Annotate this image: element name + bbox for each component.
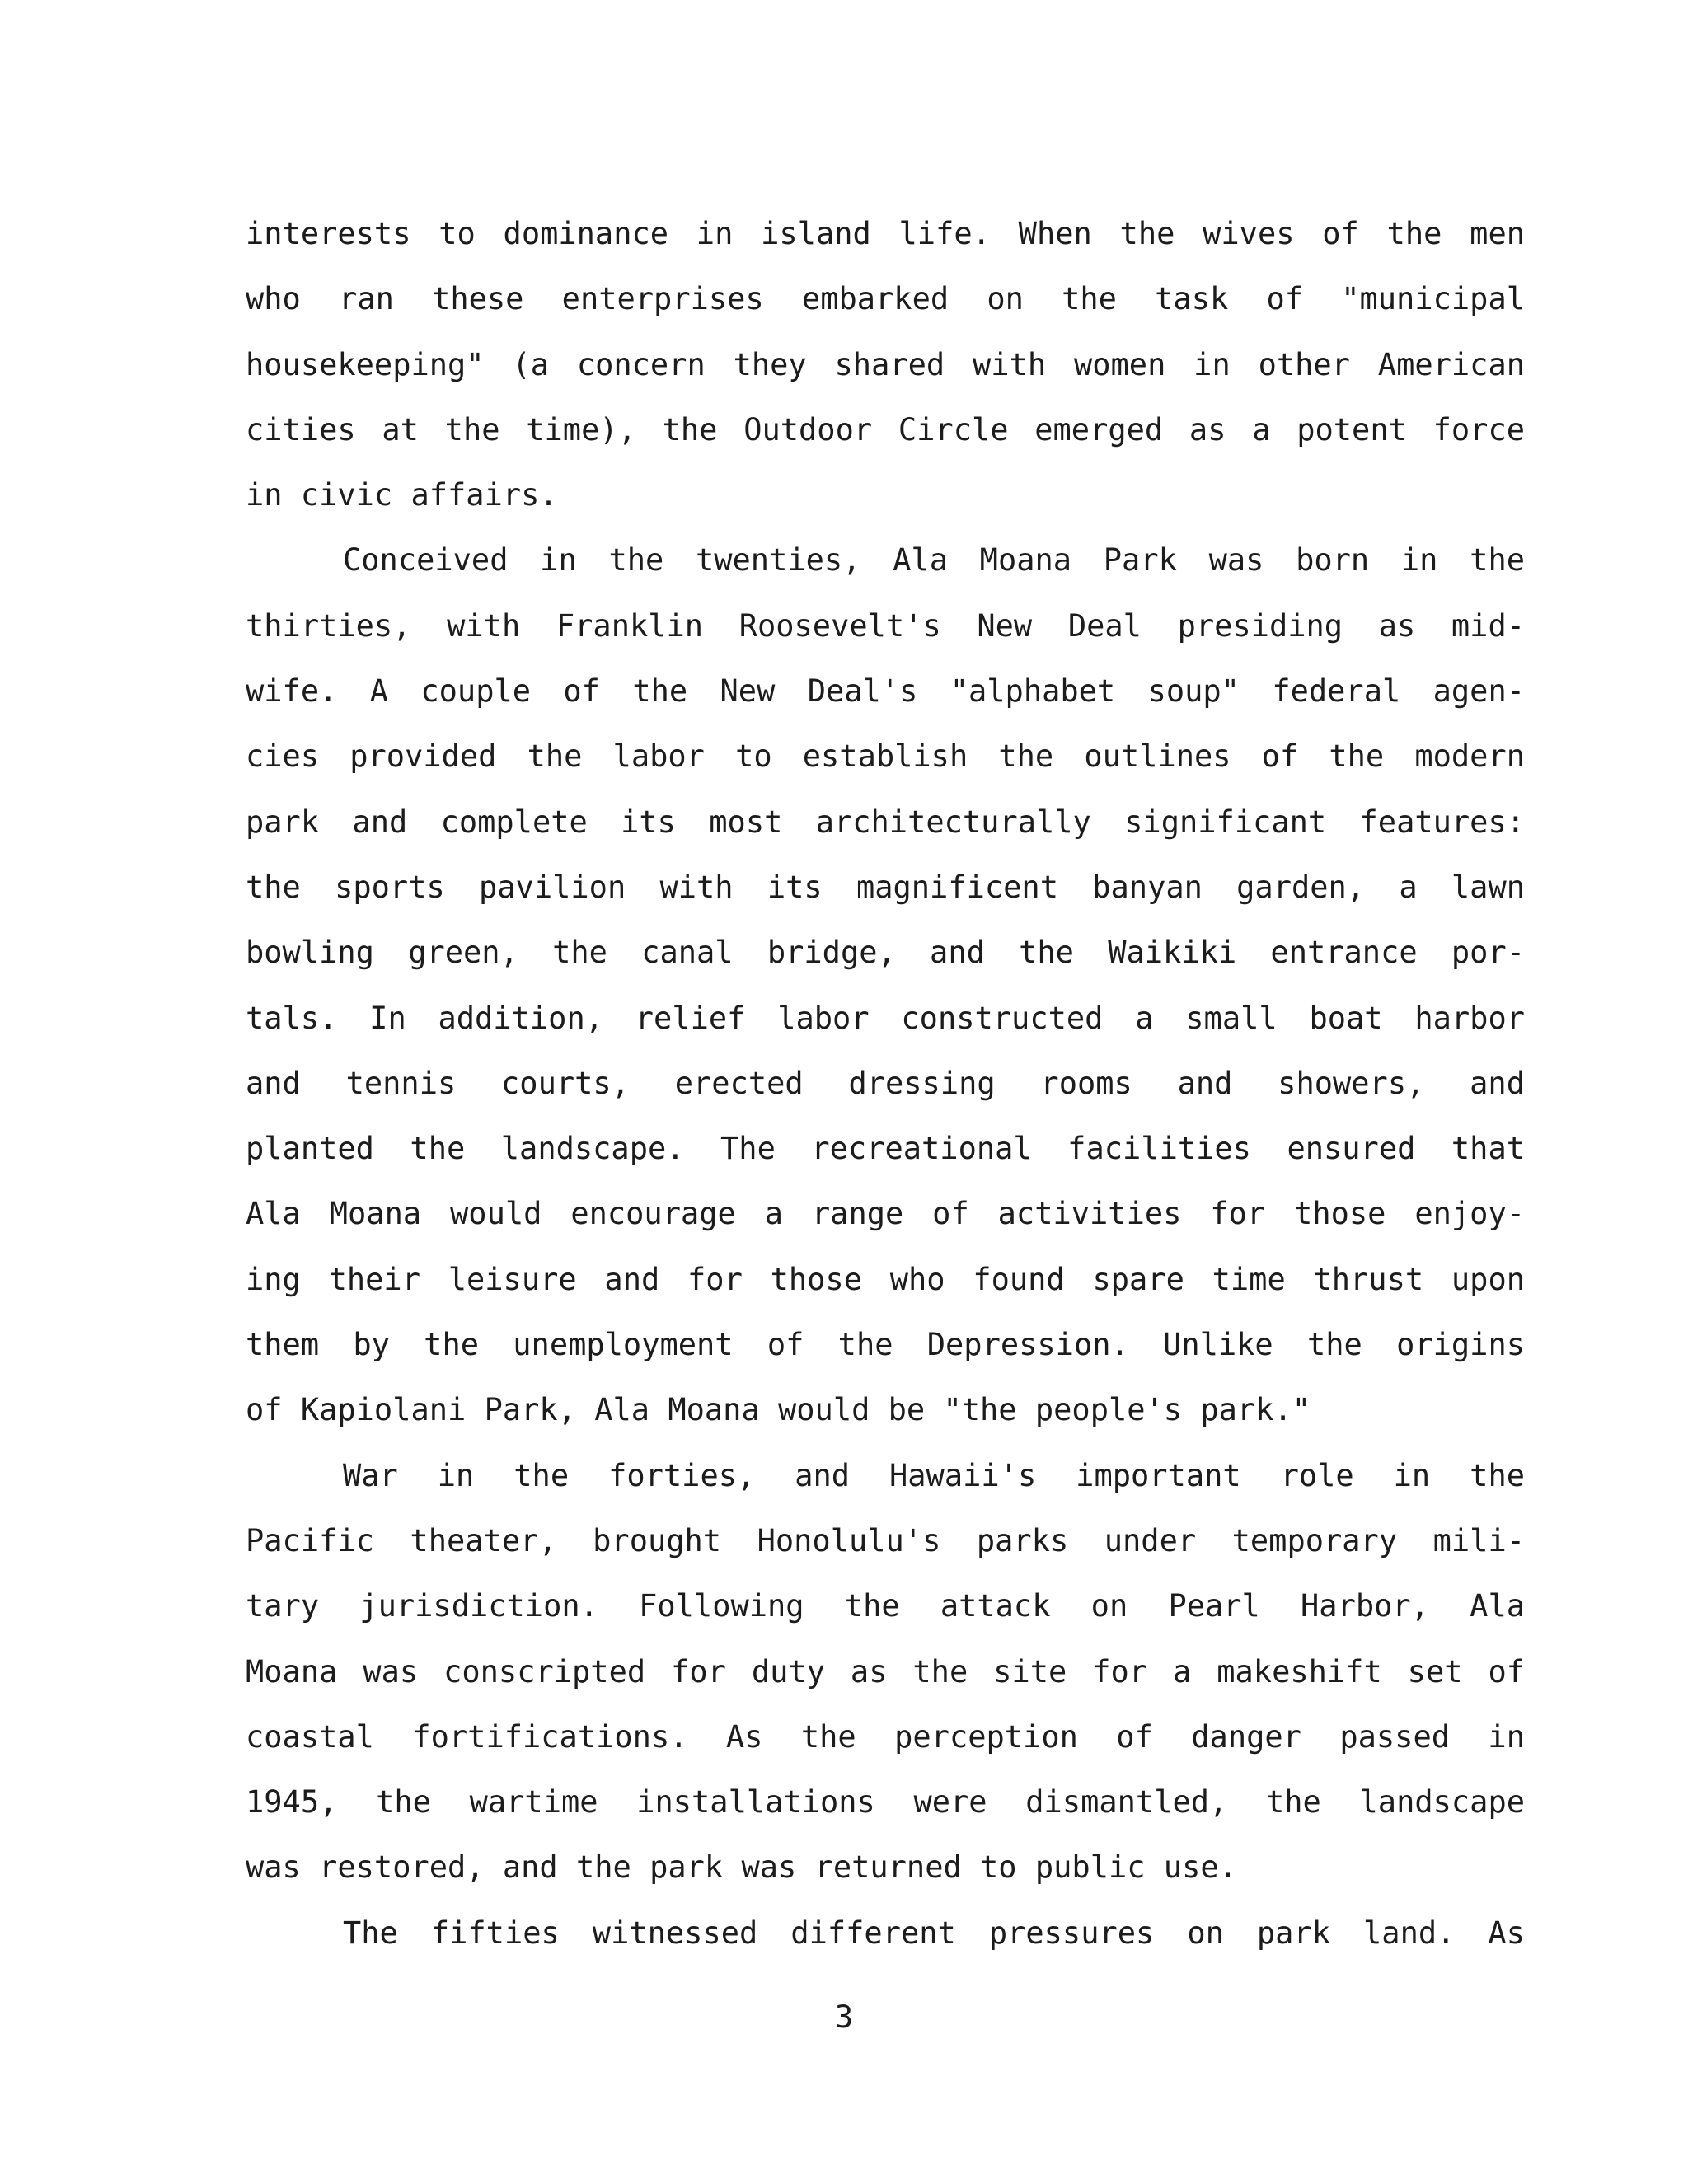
page-number: 3 bbox=[834, 1999, 854, 2035]
text-line: Pacific theater, brought Honolulu's parks under temporary mili- bbox=[246, 1522, 1525, 1558]
text-line: bowling green, the canal bridge, and the Waikiki entrance por- bbox=[246, 935, 1525, 971]
text-line: park and complete its most architecturally significant features: bbox=[246, 804, 1525, 840]
text-line: cities at the time), the Outdoor Circle emerged as a potent force bbox=[246, 411, 1525, 448]
text-line: interests to dominance in island life. When the wives of the men bbox=[246, 216, 1525, 251]
text-line: housekeeping" (a concern they shared with women in other American bbox=[246, 346, 1525, 382]
text-line: and tennis courts, erected dressing rooms and showers, and bbox=[246, 1065, 1525, 1101]
text-line: thirties, with Franklin Roosevelt's New Deal presiding as mid- bbox=[246, 607, 1525, 644]
paragraph-first-line: War in the forties, and Hawaii's important role in the bbox=[343, 1457, 1525, 1493]
text-line: Ala Moana would encourage a range of activities for those enjoy- bbox=[246, 1196, 1525, 1232]
text-line: in civic affairs. bbox=[246, 477, 558, 513]
text-line: them by the unemployment of the Depression. Unlike the origins bbox=[246, 1327, 1525, 1363]
text-line: tals. In addition, relief labor constructed a small boat harbor bbox=[246, 1000, 1525, 1036]
text-line: cies provided the labor to establish the outlines of the modern bbox=[246, 738, 1525, 775]
text-line: was restored, and the park was returned to public use. bbox=[246, 1849, 1237, 1886]
text-line: ing their leisure and for those who found spare time thrust upon bbox=[246, 1261, 1525, 1297]
text-line: tary jurisdiction. Following the attack on Pearl Harbor, Ala bbox=[246, 1588, 1525, 1624]
text-line: Moana was conscripted for duty as the site for a makeshift set of bbox=[246, 1653, 1525, 1690]
text-line: planted the landscape. The recreational facilities ensured that bbox=[246, 1131, 1525, 1167]
text-line: who ran these enterprises embarked on the task of "municipal bbox=[246, 281, 1525, 317]
text-line: wife. A couple of the New Deal's "alphabet soup" federal agen- bbox=[246, 673, 1525, 710]
text-line: 1945, the wartime installations were dismantled, the landscape bbox=[246, 1784, 1525, 1821]
text-line: the sports pavilion with its magnificent banyan garden, a lawn bbox=[246, 869, 1525, 905]
paragraph-first-line: Conceived in the twenties, Ala Moana Park was born in the bbox=[343, 542, 1525, 579]
text-line: of Kapiolani Park, Ala Moana would be "the people's park." bbox=[246, 1392, 1311, 1428]
paragraph-first-line: The fifties witnessed different pressures on park land. As bbox=[343, 1915, 1525, 1951]
body-text bbox=[246, 201, 1525, 1966]
text-line: coastal fortifications. As the perception of danger passed in bbox=[246, 1718, 1525, 1755]
